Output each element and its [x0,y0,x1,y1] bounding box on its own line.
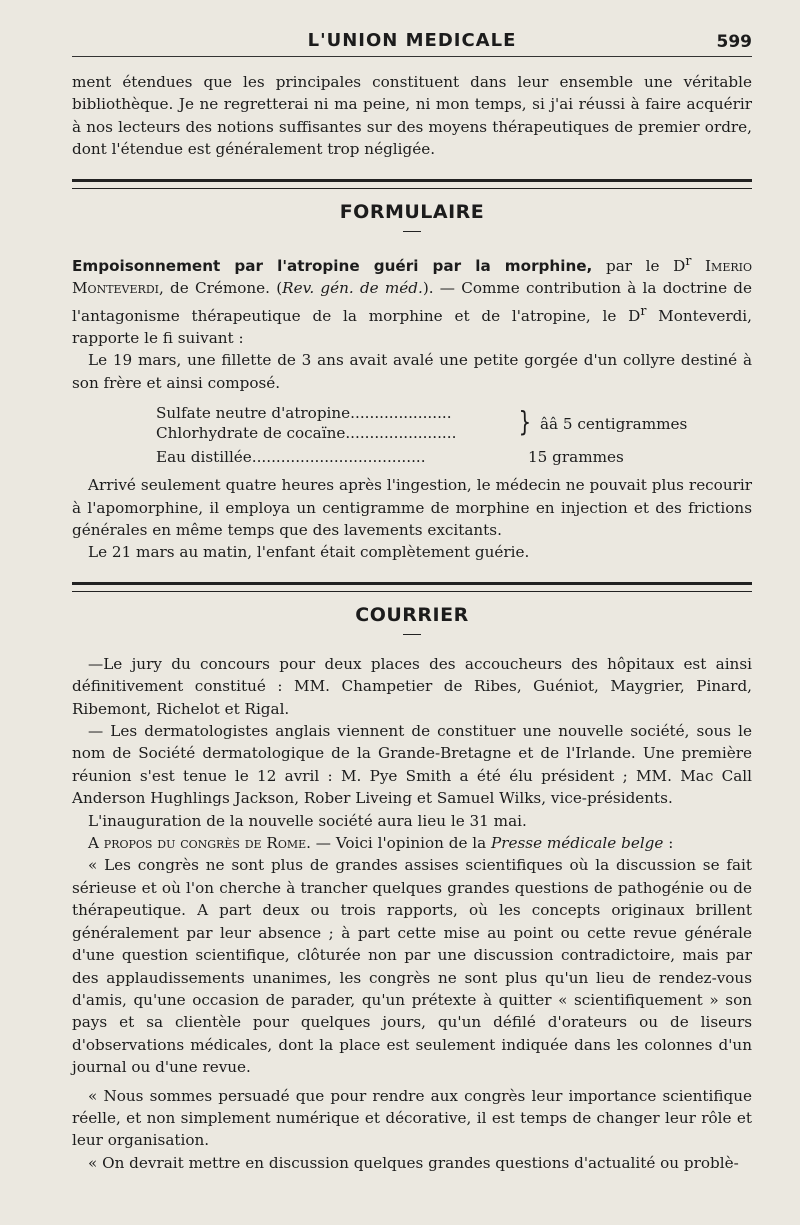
congress-text: — Voici l'opinion de la [310,834,492,853]
running-title: L'UNION MEDICALE [307,30,517,51]
courrier-congress-intro [72,832,752,854]
lead-text-2: de Crémone. ( [163,279,283,298]
lead-bold-title: Empoisonnement par l'atropine guéri par la morphine, [72,256,593,275]
formula-quantity-water: 15 grammes [528,448,624,467]
courrier-jury-paragraph: —Le jury du concours pour deux places des accoucheurs des hôpitaux est ainsi définitivement constitué : MM. Champetier de Ribes, Guéniot, Maygrier, Pinard, Ribemont, Richelot et Rigal. [72,654,752,718]
courrier-title: COURRIER [355,603,469,626]
title-dash-2 [403,634,421,635]
lead-reference: Rev. gén. de méd. [282,279,423,298]
courrier-quote-2: « Nous sommes persuadé que pour rendre aux congrès leur importance scientifique réelle, et non simplement numérique et décorative, il est temps de changer leur rôle et leur organisation. [72,1086,752,1150]
formula-brace: } [518,405,532,439]
formula-line-water: Eau distillée.................................... [156,448,426,467]
section-divider [72,179,752,189]
running-header [72,26,752,57]
treatment-paragraph: Arrivé seulement quatre heures après l'ingestion, le médecin ne pouvait plus recourir à l'apomorphine, il employa un centigramme de morphine en injection et des frictions générales en même temps que des lavements excitants. [72,476,752,539]
lead-sup-2: r [640,302,647,318]
title-dash [403,231,421,232]
lead-sup: r [685,252,692,268]
prescription-formula [156,402,752,468]
congress-colon: : [663,834,674,853]
formulaire-lead [72,250,752,350]
courrier-inauguration-paragraph: L'inauguration de la nouvelle société aura lieu le 31 mai. [88,811,527,830]
formula-line-atropine: Sulfate neutre d'atropine..................... [156,404,452,423]
courrier-quote-1: « Les congrès ne sont plus de grandes assises scientifiques où la discussion se fait sérieuse et où l'on cherche à trancher quelques grandes questions de pathogénie ou de thérapeutique. A part deux ou trois rapports, où les concepts originaux brillent généralement par leur absence ; à part cette mise au point ou cette revue générale d'une question scientifique, clôturée non par une discussion contradictoire, mais par des applaudissements unanimes, les congrès ne sont plus qu'un lieu de rendez-vous d'amis, qu'une occasion de parader, qu'un prétexte à quitter « scientifiquement » son pays et sa clientèle pour quelques jours, qu'un défilé d'orateurs ou de liseurs d'observations médicales, dont la place est seulement indiquée dans les colonnes d'un journal ou d'une revue. [72,856,752,1077]
formulaire-title: FORMULAIRE [339,200,485,223]
case-paragraph: Le 19 mars, une fillette de 3 ans avait avalé une petite gorgée d'un collyre destiné à son frère et ainsi composé. [72,351,752,392]
formula-quantity-shared: ââ 5 centigrammes [540,415,688,434]
lead-text-4: Monteverdi, rapporte le fi suivant : [72,306,752,347]
lead-author: Imerio Monteverdi, [72,256,752,298]
formula-line-cocaine: Chlorhydrate de cocaïne....................... [156,424,457,443]
courrier-quote-3: « On devrait mettre en discussion quelques grandes questions d'actualité ou problè- [88,1153,739,1172]
section-divider-2 [72,582,752,592]
lead-text-1: par le D [592,256,686,275]
lead-text-3: ). — Comme contribution à la doctrine de l'antagonisme thérapeutique de la morphine et de l'atropine, le D [72,279,752,325]
congress-heading: A propos du congrès de Rome. [88,834,311,853]
intro-paragraph: ment étendues que les principales constituent dans leur ensemble une véritable bibliothèque. Je ne regretterai ni ma peine, ni mon temps, si j'ai réussi à faire acquérir à nos lecteurs des notions suffisantes sur des moyens thérapeutiques de premier ordre, dont l'étendue est généralement trop négligée. [72,73,752,159]
page-number: 599 [716,32,752,52]
outcome-paragraph: Le 21 mars au matin, l'enfant était complètement guérie. [88,543,530,562]
journal-name: Presse médicale belge [491,834,664,853]
courrier-dermatology-paragraph: — Les dermatologistes anglais viennent de constituer une nouvelle société, sous le nom de Société dermatologique de la Grande-Bretagne et de l'Irlande. Une première réunion s'est tenue le 12 avril : M. Pye Smith a été élu président ; MM. Mac Call Anderson Hughlings Jackson, Rober Liveing et Samuel Wilks, vice-présidents. [72,722,752,808]
